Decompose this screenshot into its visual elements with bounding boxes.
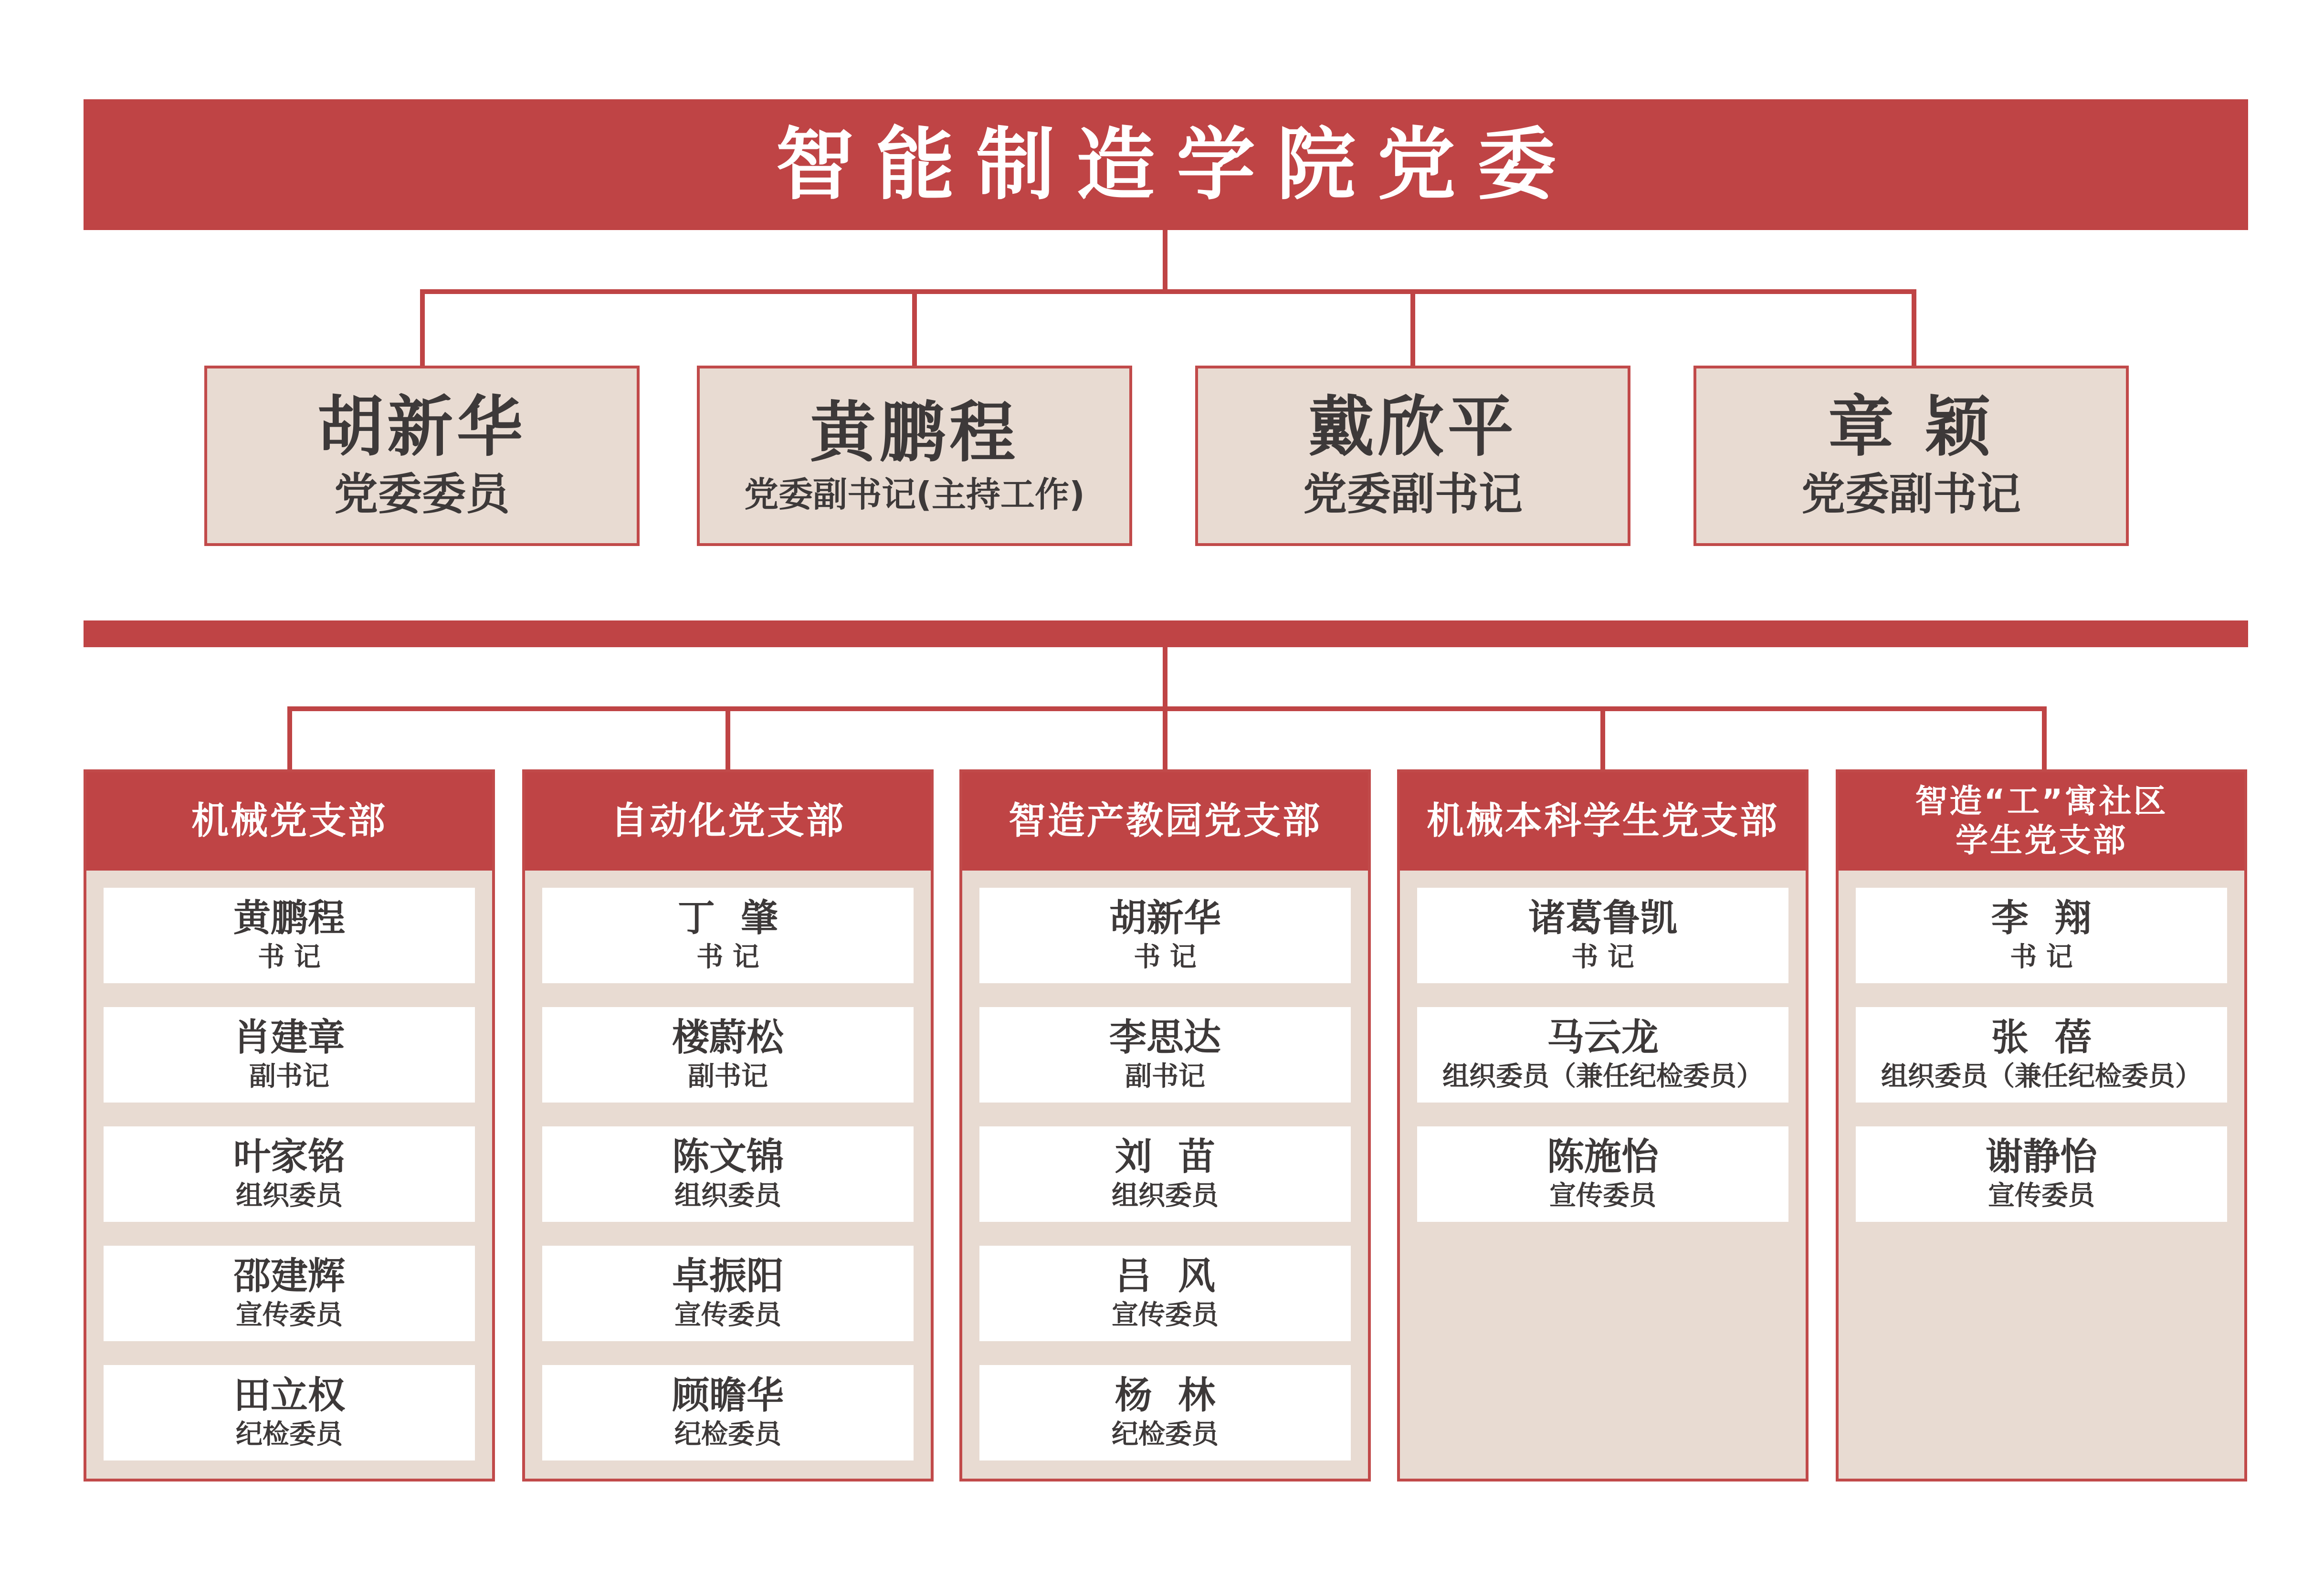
branch-title-line-1: 智造“工”寓社区 bbox=[1915, 783, 2168, 821]
member-card bbox=[1417, 888, 1788, 983]
member-name: 楼蔚松 bbox=[672, 1016, 784, 1059]
member-name: 陈文锦 bbox=[672, 1135, 784, 1178]
leader-card bbox=[1195, 366, 1630, 546]
member-card bbox=[979, 1365, 1351, 1460]
branches-divider-bar bbox=[84, 620, 2248, 647]
branch-title: 智造产教园党支部 bbox=[1008, 799, 1322, 843]
member-card bbox=[104, 1246, 475, 1341]
member-role: 宣传委员 bbox=[674, 1299, 781, 1331]
member-role: 纪检委员 bbox=[1112, 1418, 1219, 1450]
member-card bbox=[979, 1246, 1351, 1341]
connector-branch-1 bbox=[287, 706, 292, 769]
member-name: 吕 风 bbox=[1115, 1254, 1216, 1298]
branch-panel bbox=[1836, 769, 2247, 1481]
member-name: 胡新华 bbox=[1109, 896, 1221, 940]
member-role: 书 记 bbox=[1571, 941, 1634, 973]
member-card bbox=[1856, 1007, 2227, 1103]
member-card bbox=[979, 1126, 1351, 1222]
branch-header bbox=[525, 772, 931, 871]
connector-branch-3 bbox=[1163, 706, 1167, 769]
connector-trunk-branches bbox=[1163, 647, 1167, 711]
member-role: 组织委员（兼任纪检委员） bbox=[1442, 1061, 1763, 1092]
connector-branch-2 bbox=[726, 706, 730, 769]
member-name: 顾瞻华 bbox=[672, 1374, 784, 1417]
leader-card bbox=[697, 366, 1132, 546]
member-role: 组织委员 bbox=[674, 1180, 781, 1211]
leader-name: 章 颖 bbox=[1828, 388, 1995, 465]
connector-leader-4 bbox=[1912, 289, 1916, 366]
member-name: 肖建章 bbox=[233, 1016, 345, 1059]
leader-role: 党委副书记 bbox=[1801, 468, 2021, 520]
connector-leader-1 bbox=[420, 289, 425, 366]
member-card bbox=[542, 1365, 914, 1460]
leader-name: 黄鹏程 bbox=[810, 394, 1019, 471]
connector-bus-leaders bbox=[420, 289, 1916, 294]
member-card bbox=[542, 1126, 914, 1222]
leader-card bbox=[1693, 366, 2129, 546]
member-card bbox=[1417, 1007, 1788, 1103]
member-role: 宣传委员 bbox=[236, 1299, 343, 1331]
member-name: 谢静怡 bbox=[1985, 1135, 2097, 1178]
member-role: 副书记 bbox=[249, 1061, 329, 1092]
branch-title-line-2: 学生党支部 bbox=[1955, 822, 2127, 860]
leader-name: 戴欣平 bbox=[1308, 388, 1517, 465]
branch-title: 自动化党支部 bbox=[610, 799, 845, 843]
member-name: 丁 肇 bbox=[677, 896, 778, 940]
member-name: 叶家铭 bbox=[233, 1135, 345, 1178]
member-card bbox=[1417, 1126, 1788, 1222]
member-name: 李思达 bbox=[1109, 1016, 1221, 1059]
member-name: 杨 林 bbox=[1115, 1374, 1216, 1417]
member-name: 黄鹏程 bbox=[233, 896, 345, 940]
member-card bbox=[1856, 1126, 2227, 1222]
member-name: 马云龙 bbox=[1546, 1016, 1659, 1059]
member-role: 副书记 bbox=[1125, 1061, 1205, 1092]
member-role: 书 记 bbox=[1134, 941, 1197, 973]
member-card bbox=[104, 1126, 475, 1222]
branch-header bbox=[1839, 772, 2244, 871]
member-name: 张 蓓 bbox=[1991, 1016, 2092, 1059]
member-role: 纪检委员 bbox=[236, 1418, 343, 1450]
connector-leader-3 bbox=[1410, 289, 1415, 366]
member-card bbox=[542, 1246, 914, 1341]
leader-name: 胡新华 bbox=[317, 388, 526, 465]
member-role: 宣传委员 bbox=[1112, 1299, 1219, 1331]
member-card bbox=[104, 1007, 475, 1103]
member-card bbox=[104, 888, 475, 983]
branch-panel bbox=[959, 769, 1371, 1481]
committee-title: 智能制造学院党委 bbox=[776, 118, 1577, 210]
connector-leader-2 bbox=[912, 289, 917, 366]
member-name: 刘 苗 bbox=[1115, 1135, 1216, 1178]
branch-header bbox=[86, 772, 492, 871]
member-name: 诸葛鲁凯 bbox=[1528, 896, 1677, 940]
member-name: 李 翔 bbox=[1991, 896, 2092, 940]
leader-role: 党委委员 bbox=[334, 468, 510, 520]
branch-panel bbox=[522, 769, 934, 1481]
branch-header bbox=[1400, 772, 1806, 871]
branch-header bbox=[962, 772, 1368, 871]
leader-role: 党委副书记(主持工作) bbox=[744, 474, 1085, 515]
member-card bbox=[542, 1007, 914, 1103]
member-role: 组织委员 bbox=[1112, 1180, 1219, 1211]
connector-branch-4 bbox=[1600, 706, 1605, 769]
member-role: 副书记 bbox=[688, 1061, 768, 1092]
member-role: 书 记 bbox=[258, 941, 321, 973]
committee-title-bar bbox=[84, 99, 2248, 230]
member-role: 纪检委员 bbox=[674, 1418, 781, 1450]
connector-trunk-top bbox=[1163, 230, 1167, 294]
branch-title: 机械本科学生党支部 bbox=[1426, 799, 1779, 843]
branch-title: 机械党支部 bbox=[191, 799, 387, 843]
leader-card bbox=[204, 366, 640, 546]
member-role: 宣传委员 bbox=[1549, 1180, 1656, 1211]
member-name: 田立权 bbox=[233, 1374, 345, 1417]
branch-panel bbox=[84, 769, 495, 1481]
member-role: 书 记 bbox=[696, 941, 759, 973]
member-card bbox=[104, 1365, 475, 1460]
member-card bbox=[979, 888, 1351, 983]
member-name: 陈施怡 bbox=[1546, 1135, 1659, 1178]
member-role: 组织委员（兼任纪检委员） bbox=[1881, 1061, 2202, 1092]
member-name: 卓振阳 bbox=[672, 1254, 784, 1298]
member-card bbox=[979, 1007, 1351, 1103]
member-name: 邵建辉 bbox=[233, 1254, 345, 1298]
member-role: 宣传委员 bbox=[1988, 1180, 2095, 1211]
member-role: 组织委员 bbox=[236, 1180, 343, 1211]
leader-role: 党委副书记 bbox=[1303, 468, 1523, 520]
member-card bbox=[1856, 888, 2227, 983]
member-card bbox=[542, 888, 914, 983]
connector-branch-5 bbox=[2042, 706, 2047, 769]
member-role: 书 记 bbox=[2010, 941, 2073, 973]
branch-panel bbox=[1397, 769, 1809, 1481]
